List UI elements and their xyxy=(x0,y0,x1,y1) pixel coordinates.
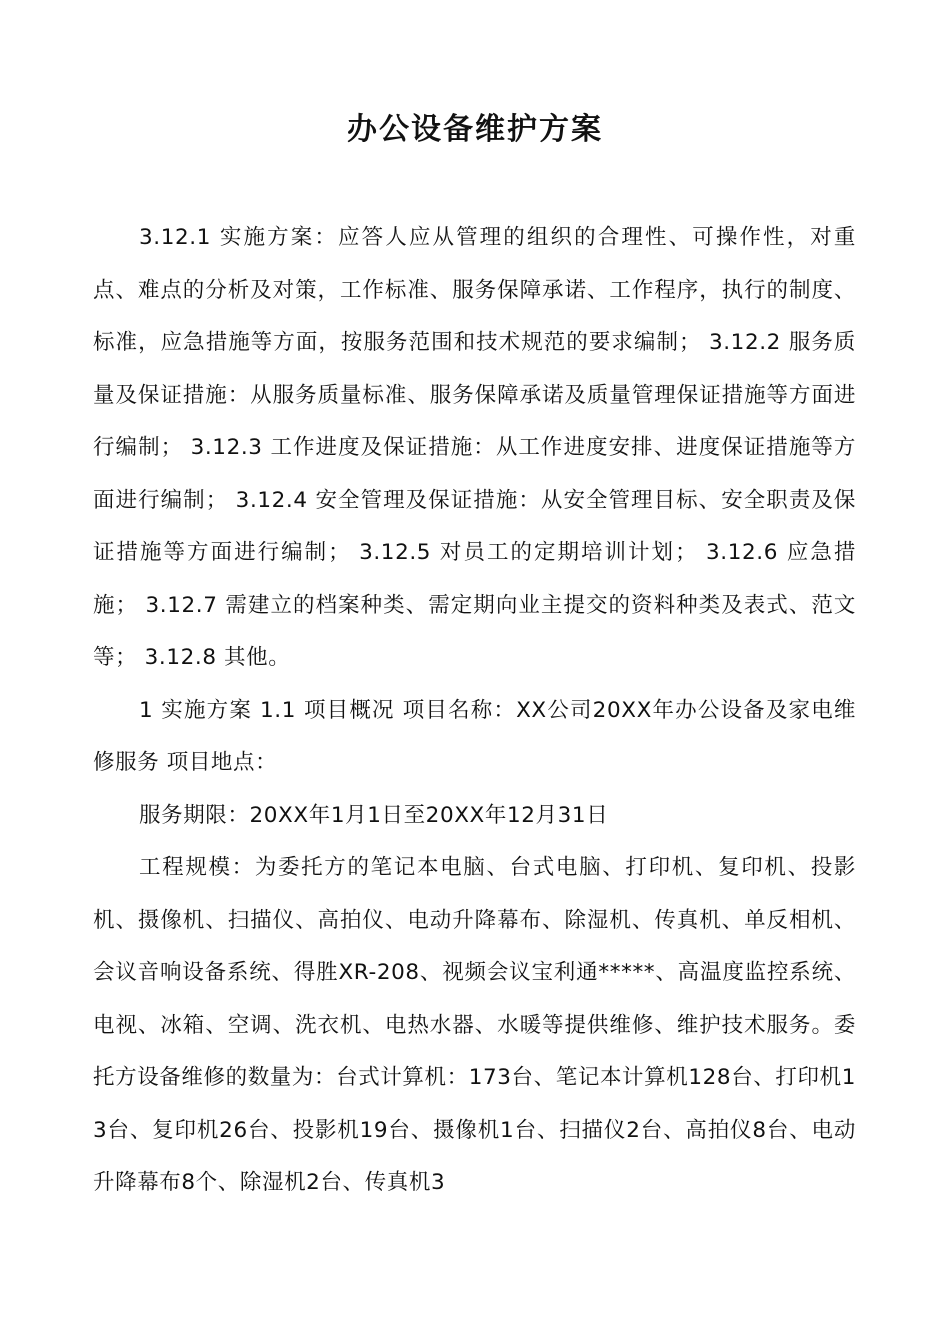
paragraph-project-scale: 工程规模：为委托方的笔记本电脑、台式电脑、打印机、复印机、投影机、摄像机、扫描仪、高拍仪、电动升降幕布、除湿机、传真机、单反相机、会议音响设备系统、得胜XR-208、视频会议宝利通*****、高温度监控系统、电视、冰箱、空调、洗衣机、电热水器、水暖等提供维修、维护技术服务。委托方设备维修的数量为：台式计算机：173台、笔记本计算机128台、打印机13台、复印机26台、投影机19台、摄像机1台、扫描仪2台、高拍仪8台、电动升降幕布8个、除湿机2台、传真机3 xyxy=(93,855,856,1195)
paragraph-service-period: 服务期限：20XX年1月1日至20XX年12月31日 xyxy=(139,802,609,828)
document-title: 办公设备维护方案 xyxy=(347,112,603,147)
paragraph-scoring-items: 3.12.1 实施方案：应答人应从管理的组织的合理性、可操作性，对重点、难点的分析及对策，工作标准、服务保障承诺、工作程序，执行的制度、标准，应急措施等方面，按服务范围和技术规范的要求编制； 3.12.2 服务质量及保证措施：从服务质量标准、服务保障承诺及质量管理保证措施等方面进行编制； 3.12.3 工作进度及保证措施：从工作进度安排、进度保证措施等方面进行编制； 3.12.4 安全管理及保证措施：从安全管理目标、安全职责及保证措施等方面进行编制； 3.12.5 对员工的定期培训计划； 3.12.6 应急措施； 3.12.7 需建立的档案种类、需定期向业主提交的资料种类及表式、范文等； 3.12.8 其他。 xyxy=(93,225,856,670)
paragraph-project-overview: 1 实施方案 1.1 项目概况 项目名称：XX公司20XX年办公设备及家电维修服务 项目地点： xyxy=(93,697,856,775)
document-body xyxy=(93,212,856,1210)
